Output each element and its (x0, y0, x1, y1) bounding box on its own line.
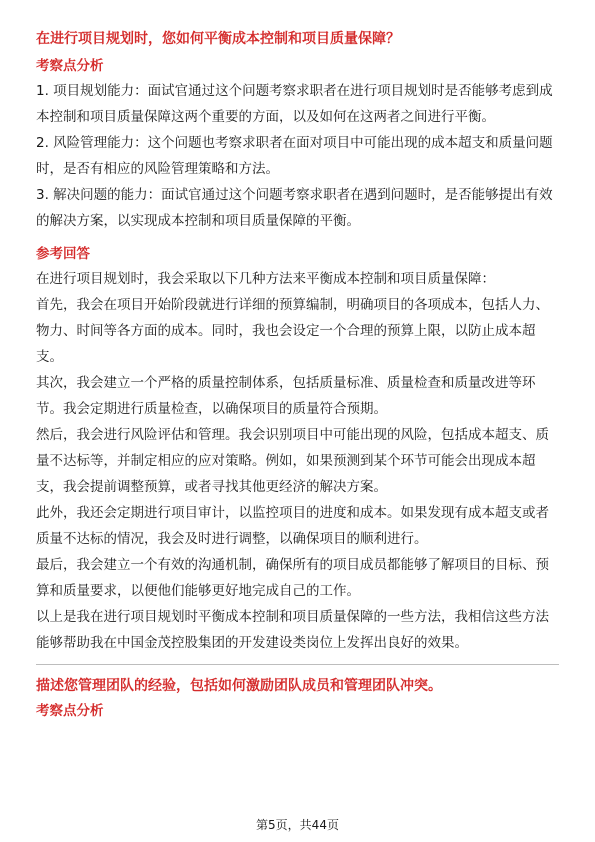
spacer (36, 234, 559, 238)
answer-paragraph-4: 然后，我会进行风险评估和管理。我会识别项目中可能出现的风险，包括成本超支、质量不达标等，并制定相应的应对策略。例如，如果预测到某个环节可能会出现成本超支，我会提前调整预算，或者寻找其他更经济的解决方案。 (36, 427, 549, 495)
answer-paragraph-1: 在进行项目规划时，我会采取以下几种方法来平衡成本控制和项目质量保障： (36, 271, 495, 287)
section-divider (36, 664, 559, 665)
answer-heading-1: 参考回答 (36, 246, 90, 262)
page-content (36, 28, 559, 722)
question-1-title: 在进行项目规划时，您如何平衡成本控制和项目质量保障？ (36, 31, 400, 47)
analysis-item-2: 2. 风险管理能力：这个问题也考察求职者在面对项目中可能出现的成本超支和质量问题时，是否有相应的风险管理策略和方法。 (36, 135, 553, 177)
page-number-footer: 第5页，共44页 (256, 818, 339, 832)
answer-paragraph-2: 首先，我会在项目开始阶段就进行详细的预算编制，明确项目的各项成本，包括人力、物力、时间等各方面的成本。同时，我也会设定一个合理的预算上限，以防止成本超支。 (36, 297, 549, 365)
answer-paragraph-5: 此外，我还会定期进行项目审计，以监控项目的进度和成本。如果发现有成本超支或者质量不达标的情况，我会及时进行调整，以确保项目的顺利进行。 (36, 505, 549, 547)
analysis-item-1: 1. 项目规划能力：面试官通过这个问题考察求职者在进行项目规划时是否能够考虑到成本控制和项目质量保障这两个重要的方面，以及如何在这两者之间进行平衡。 (36, 83, 553, 125)
answer-paragraph-6: 最后，我会建立一个有效的沟通机制，确保所有的项目成员都能够了解项目的目标、预算和质量要求，以便他们能够更好地完成自己的工作。 (36, 557, 549, 599)
analysis-item-3: 3. 解决问题的能力：面试官通过这个问题考察求职者在遇到问题时，是否能够提出有效的解决方案，以实现成本控制和项目质量保障的平衡。 (36, 187, 553, 229)
answer-paragraph-7: 以上是我在进行项目规划时平衡成本控制和项目质量保障的一些方法，我相信这些方法能够帮助我在中国金茂控股集团的开发建设类岗位上发挥出良好的效果。 (36, 609, 549, 651)
answer-paragraph-3: 其次，我会建立一个严格的质量控制体系，包括质量标准、质量检查和质量改进等环节。我会定期进行质量检查，以确保项目的质量符合预期。 (36, 375, 536, 417)
analysis-heading-2: 考察点分析 (36, 703, 104, 719)
question-2-title: 描述您管理团队的经验，包括如何激励团队成员和管理团队冲突。 (36, 678, 442, 694)
analysis-heading-1: 考察点分析 (36, 58, 104, 74)
